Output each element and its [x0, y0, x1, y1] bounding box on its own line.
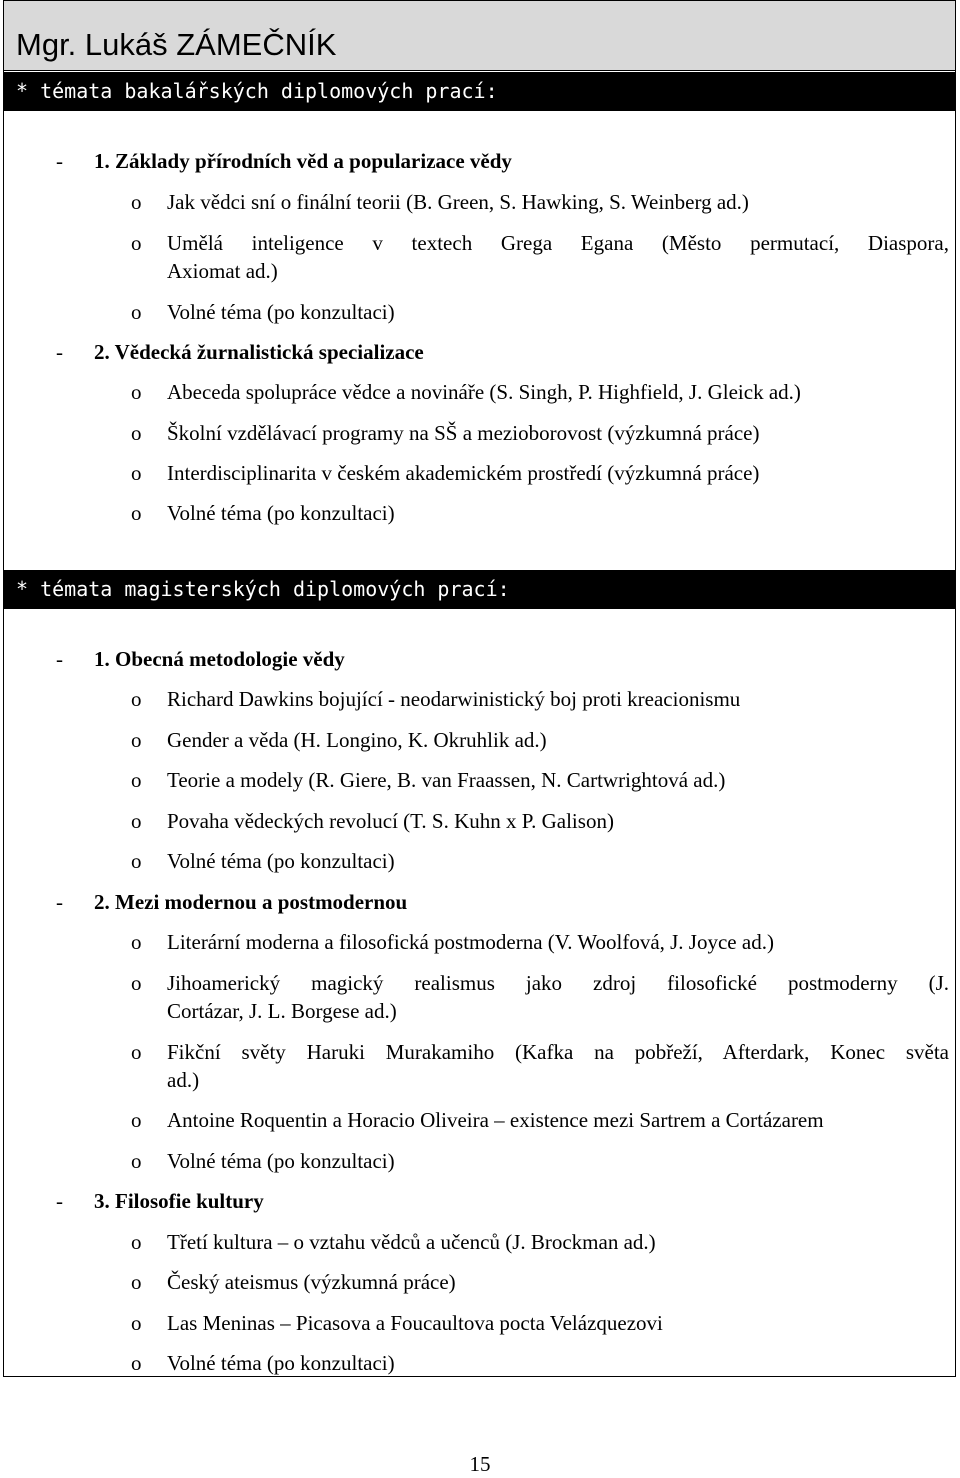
- list-item: Školní vzdělávací programy na SŠ a mezioborovost (výzkumná práce): [167, 421, 760, 445]
- group-dash: -: [56, 149, 63, 173]
- list-item: Abeceda spolupráce vědce a novináře (S. Singh, P. Highfield, J. Gleick ad.): [167, 380, 801, 404]
- bullet: o: [131, 687, 142, 711]
- group-title: 3. Filosofie kultury: [94, 1189, 264, 1213]
- list-item: Antoine Roquentin a Horacio Oliveira – existence mezi Sartrem a Cortázarem: [167, 1108, 824, 1132]
- list-item: Richard Dawkins bojující - neodarwinistický boj proti kreacionismu: [167, 687, 741, 711]
- bachelor-heading: * témata bakalářských diplomových prací:: [4, 72, 955, 111]
- list-item: Gender a věda (H. Longino, K. Okruhlik ad.): [167, 728, 547, 752]
- group-title: 1. Základy přírodních věd a popularizace vědy: [94, 149, 512, 173]
- bullet: o: [131, 971, 142, 995]
- group-dash: -: [56, 890, 63, 914]
- bullet: o: [131, 1108, 142, 1132]
- master-heading: * témata magisterských diplomových prací:: [4, 570, 955, 609]
- bullet: o: [131, 728, 142, 752]
- list-item: Volné téma (po konzultaci): [167, 501, 395, 525]
- bullet: o: [131, 1149, 142, 1173]
- list-item-continuation: Cortázar, J. L. Borgese ad.): [167, 999, 397, 1023]
- list-item: Jihoamerický magický realismus jako zdroj filosofické postmoderny (J.: [167, 971, 949, 995]
- list-item-continuation: ad.): [167, 1068, 200, 1092]
- bullet: o: [131, 1040, 142, 1064]
- group-dash: -: [56, 1189, 63, 1213]
- bullet: o: [131, 930, 142, 954]
- list-item: Teorie a modely (R. Giere, B. van Fraassen, N. Cartwrightová ad.): [167, 768, 726, 792]
- list-item: Volné téma (po konzultaci): [167, 300, 395, 324]
- list-item-continuation: Axiomat ad.): [167, 259, 278, 283]
- document-frame: [3, 0, 956, 1377]
- page-number: 15: [469, 1452, 491, 1476]
- list-item: Povaha vědeckých revolucí (T. S. Kuhn x P. Galison): [167, 809, 614, 833]
- bullet: o: [131, 809, 142, 833]
- bullet: o: [131, 1230, 142, 1254]
- list-item: Interdisciplinarita v českém akademickém prostředí (výzkumná práce): [167, 461, 760, 485]
- bullet: o: [131, 768, 142, 792]
- group-dash: -: [56, 647, 63, 671]
- list-item: Umělá inteligence v textech Grega Egana (Město permutací, Diaspora,: [167, 231, 949, 255]
- list-item: Třetí kultura – o vztahu vědců a učenců (J. Brockman ad.): [167, 1230, 656, 1254]
- bullet: o: [131, 421, 142, 445]
- page-title: Mgr. Lukáš ZÁMEČNÍK: [16, 27, 337, 62]
- bullet: o: [131, 1311, 142, 1335]
- list-item: Český ateismus (výzkumná práce): [167, 1270, 456, 1294]
- bullet: o: [131, 231, 142, 255]
- group-title: 2. Mezi modernou a postmodernou: [94, 890, 408, 914]
- bullet: o: [131, 501, 142, 525]
- bullet: o: [131, 849, 142, 873]
- bullet: o: [131, 300, 142, 324]
- bullet: o: [131, 461, 142, 485]
- group-title: 1. Obecná metodologie vědy: [94, 647, 345, 671]
- list-item: Volné téma (po konzultaci): [167, 1351, 395, 1375]
- list-item: Jak vědci sní o finální teorii (B. Green, S. Hawking, S. Weinberg ad.): [167, 190, 749, 214]
- list-item: Volné téma (po konzultaci): [167, 849, 395, 873]
- bullet: o: [131, 190, 142, 214]
- list-item: Las Meninas – Picasova a Foucaultova pocta Velázquezovi: [167, 1311, 663, 1335]
- bullet: o: [131, 1351, 142, 1375]
- bullet: o: [131, 380, 142, 404]
- bullet: o: [131, 1270, 142, 1294]
- header: [4, 1, 955, 71]
- list-item: Literární moderna a filosofická postmoderna (V. Woolfová, J. Joyce ad.): [167, 930, 774, 954]
- group-dash: -: [56, 340, 63, 364]
- list-item: Fikční světy Haruki Murakamiho (Kafka na pobřeží, Afterdark, Konec světa: [167, 1040, 949, 1064]
- list-item: Volné téma (po konzultaci): [167, 1149, 395, 1173]
- group-title: 2. Vědecká žurnalistická specializace: [94, 340, 424, 364]
